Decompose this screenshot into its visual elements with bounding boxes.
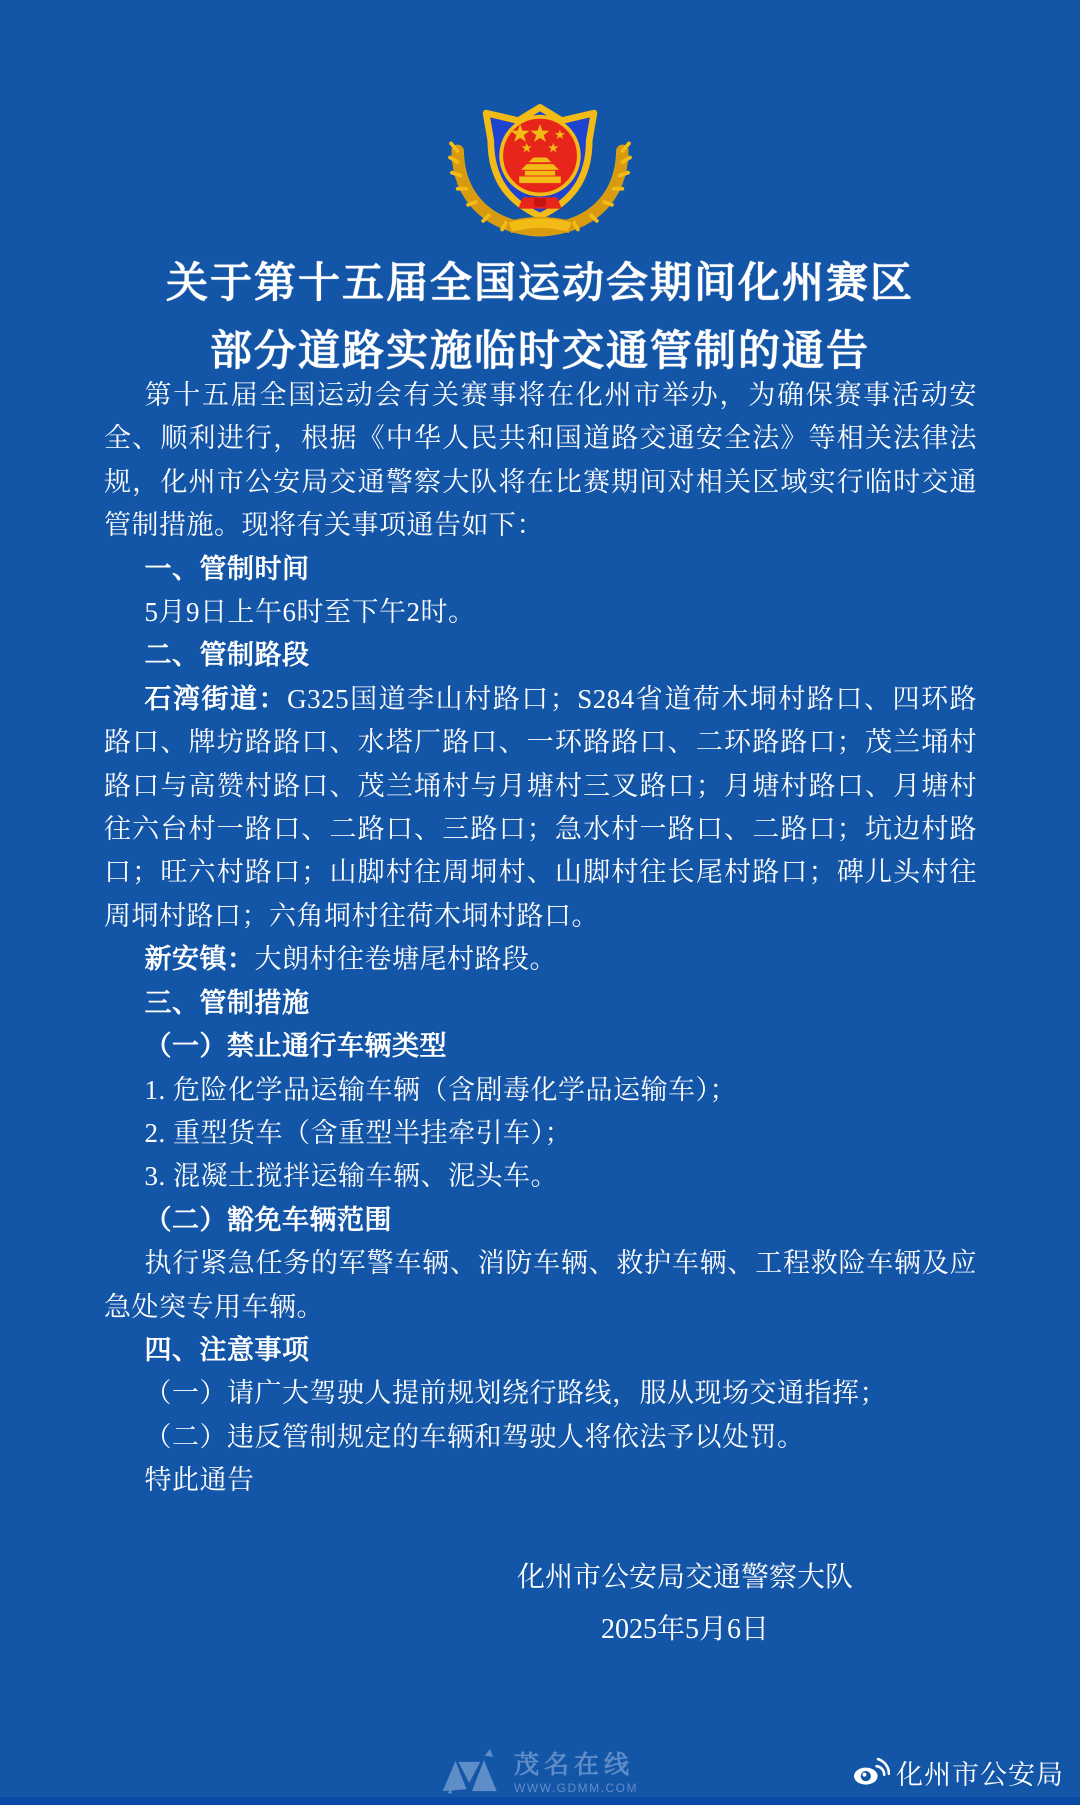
section-heading: 二、管制路段 xyxy=(144,640,310,671)
notice-title xyxy=(0,250,1080,386)
route-area-label: 石湾街道： xyxy=(144,683,288,714)
signature-block xyxy=(517,1552,853,1656)
notice-paragraph: 2. 重型货车（含重型半挂牵引车）； xyxy=(144,1117,572,1148)
notice-paragraph: 执行紧急任务的军警车辆、消防车辆、救护车辆、工程救险车辆及应急处突专用车辆。 xyxy=(104,1248,977,1322)
notice-paragraph: （二）违反管制规定的车辆和驾驶人将依法予以处罚。 xyxy=(144,1421,805,1452)
notice-paragraph: 石湾街道：G325国道李山村路口；S284省道荷木垌村路口、四环路路口、牌坊路路口、水塔厂路口、一环路路口、二环路路口；茂兰埇村路口与高赞村路口、茂兰埇村与月塘村三叉路口；月塘村路口、月塘村往六台村一路口、二路口、三路口；急水村一路口、二路口；坑边村路口；旺六村路口；山脚村往周垌村、山脚村往长尾村路口；碑儿头村往周垌村路口；六角垌村往荷木垌村路口。 xyxy=(104,683,978,931)
maoming-online-logo-icon xyxy=(440,1747,504,1800)
police-badge-icon xyxy=(424,96,656,238)
weibo-account xyxy=(852,1752,1064,1793)
notice-paragraph: 特此通告 xyxy=(144,1465,255,1496)
notice-title-line2: 部分道路实施临时交通管制的通告 xyxy=(209,329,870,375)
notice-body xyxy=(104,374,977,1503)
watermark-site-name: 茂名在线 xyxy=(514,1751,635,1779)
route-area-label: 新安镇： xyxy=(144,944,255,975)
section-heading: 四、注意事项 xyxy=(144,1334,310,1365)
watermark-site-url: WWW.GDMM.COM xyxy=(514,1781,638,1795)
site-watermark xyxy=(440,1747,638,1800)
section-heading: （一）禁止通行车辆类型 xyxy=(144,1031,447,1062)
signature-org: 化州市公安局交通警察大队 xyxy=(516,1562,854,1593)
bottom-accent-bar xyxy=(0,1797,1080,1805)
section-heading: 一、管制时间 xyxy=(144,553,310,584)
notice-paragraph: 1. 危险化学品运输车辆（含剧毒化学品运输车）； xyxy=(144,1074,737,1105)
notice-paragraph: 第十五届全国运动会有关赛事将在化州市举办，为确保赛事活动安全、顺利进行，根据《中华人民共和国道路交通安全法》等相关法律法规，化州市公安局交通警察大队将在比赛期间对相关区域实行临时交通管制措施。现将有关事项通告如下： xyxy=(104,380,977,541)
signature-date: 2025年5月6日 xyxy=(600,1614,770,1645)
notice-title-line1: 关于第十五届全国运动会期间化州赛区 xyxy=(165,261,914,307)
notice-paragraph: 3. 混凝土搅拌运输车辆、泥头车。 xyxy=(144,1161,558,1192)
section-heading: （二）豁免车辆范围 xyxy=(144,1204,392,1235)
section-heading: 三、管制措施 xyxy=(144,987,310,1018)
account-name: 化州市公安局 xyxy=(896,1760,1064,1790)
weibo-icon xyxy=(852,1752,890,1793)
notice-paragraph: 新安镇：大朗村往卷塘尾村路段。 xyxy=(144,944,557,975)
notice-paragraph: （一）请广大驾驶人提前规划绕行路线，服从现场交通指挥； xyxy=(144,1378,887,1409)
notice-paragraph: 5月9日上午6时至下午2时。 xyxy=(144,597,476,628)
